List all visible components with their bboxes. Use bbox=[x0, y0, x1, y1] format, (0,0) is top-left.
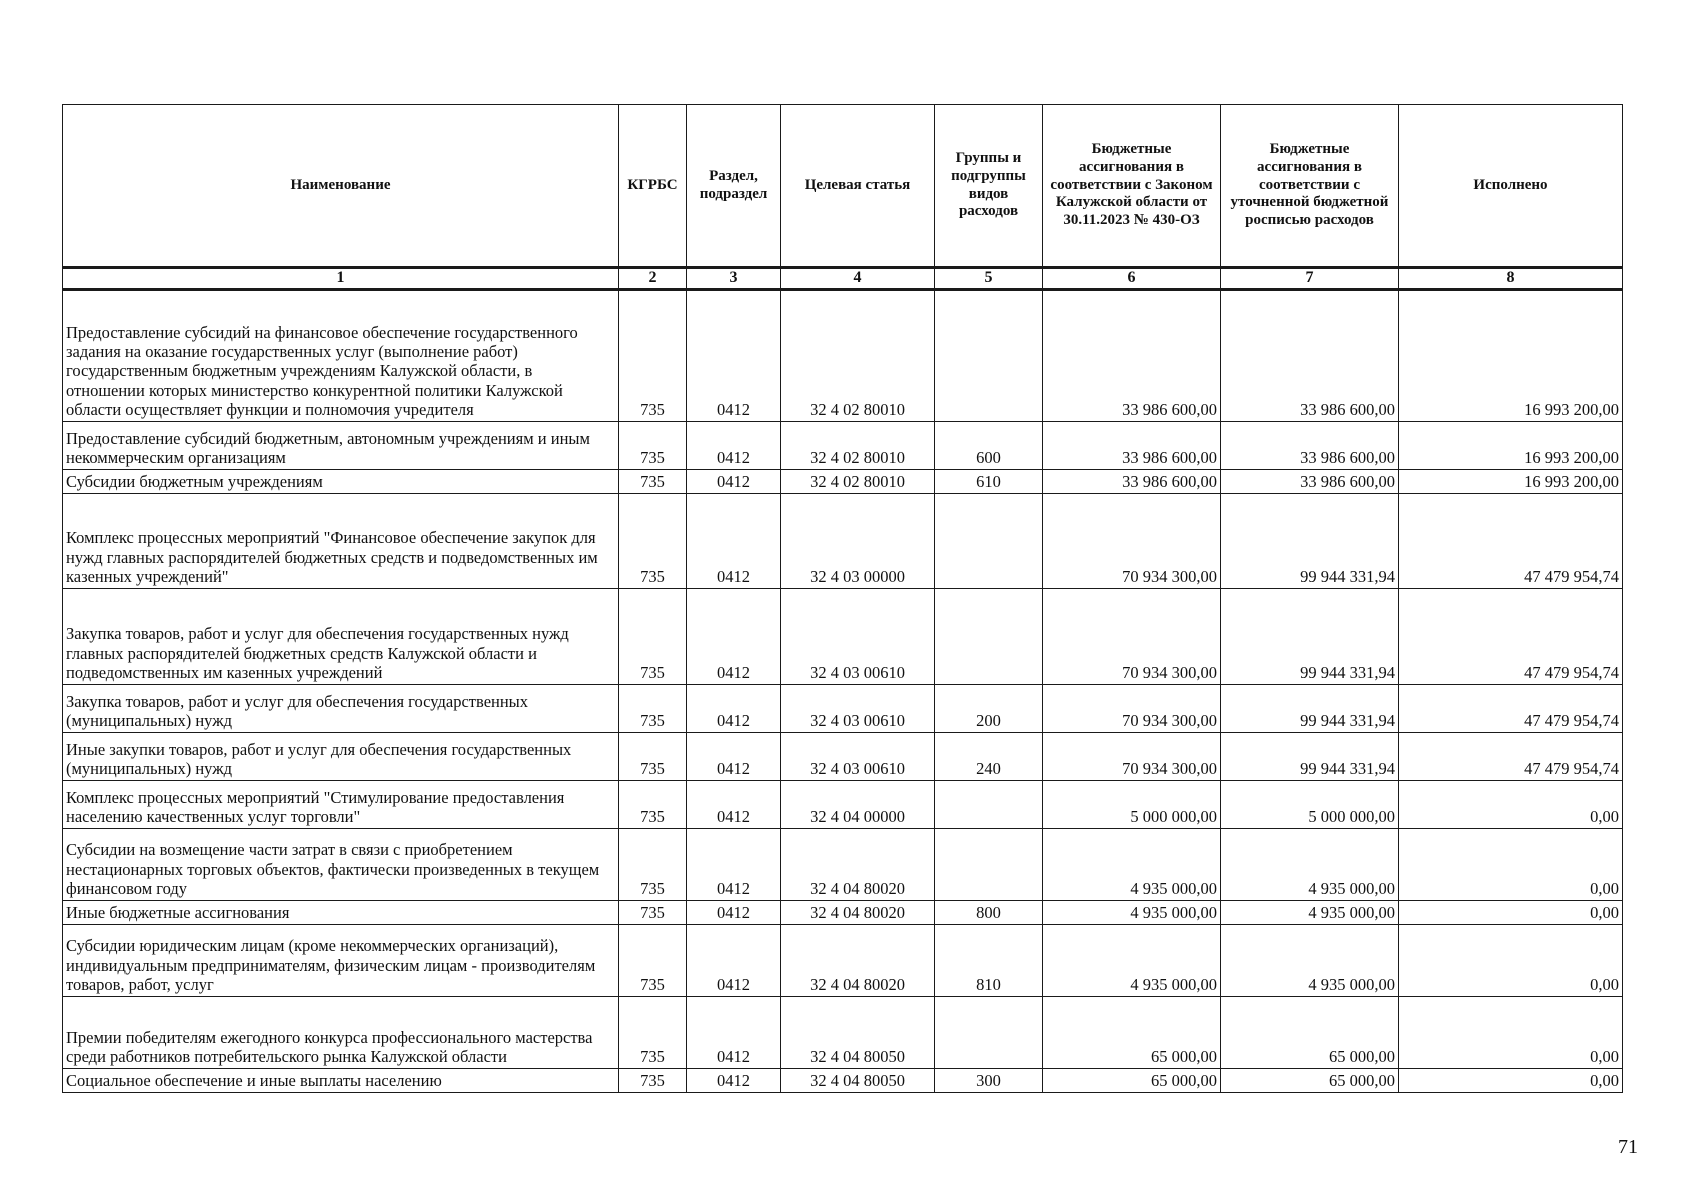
row-group: 610 bbox=[935, 469, 1043, 493]
row-law: 4 935 000,00 bbox=[1043, 900, 1221, 924]
row-executed: 0,00 bbox=[1399, 828, 1623, 900]
row-refined: 99 944 331,94 bbox=[1221, 588, 1399, 684]
row-refined: 33 986 600,00 bbox=[1221, 421, 1399, 469]
row-target: 32 4 02 80010 bbox=[781, 421, 935, 469]
table-row bbox=[63, 469, 1623, 493]
row-executed: 0,00 bbox=[1399, 996, 1623, 1068]
row-law: 4 935 000,00 bbox=[1043, 924, 1221, 996]
row-kgrbs: 735 bbox=[619, 828, 687, 900]
table-row bbox=[63, 780, 1623, 828]
row-refined: 65 000,00 bbox=[1221, 996, 1399, 1068]
table-row bbox=[63, 828, 1623, 900]
row-refined: 4 935 000,00 bbox=[1221, 900, 1399, 924]
row-kgrbs: 735 bbox=[619, 924, 687, 996]
row-executed: 0,00 bbox=[1399, 1068, 1623, 1092]
row-section: 0412 bbox=[687, 732, 781, 780]
column-number: 2 bbox=[619, 268, 687, 290]
row-target: 32 4 04 80050 bbox=[781, 1068, 935, 1092]
row-executed: 47 479 954,74 bbox=[1399, 732, 1623, 780]
table-row bbox=[63, 732, 1623, 780]
row-target: 32 4 02 80010 bbox=[781, 289, 935, 421]
row-refined: 4 935 000,00 bbox=[1221, 828, 1399, 900]
row-section: 0412 bbox=[687, 421, 781, 469]
row-kgrbs: 735 bbox=[619, 1068, 687, 1092]
row-section: 0412 bbox=[687, 996, 781, 1068]
row-executed: 0,00 bbox=[1399, 924, 1623, 996]
table-row bbox=[63, 289, 1623, 421]
row-name: Премии победителям ежегодного конкурса профессионального мастерства среди работников потребительского рынка Калужской области bbox=[63, 996, 619, 1068]
row-executed: 16 993 200,00 bbox=[1399, 289, 1623, 421]
row-kgrbs: 735 bbox=[619, 900, 687, 924]
row-executed: 16 993 200,00 bbox=[1399, 421, 1623, 469]
row-refined: 65 000,00 bbox=[1221, 1068, 1399, 1092]
row-group bbox=[935, 828, 1043, 900]
row-name: Комплекс процессных мероприятий "Стимулирование предоставления населению качественных услуг торговли" bbox=[63, 780, 619, 828]
row-law: 70 934 300,00 bbox=[1043, 732, 1221, 780]
row-section: 0412 bbox=[687, 588, 781, 684]
row-refined: 5 000 000,00 bbox=[1221, 780, 1399, 828]
row-target: 32 4 04 80020 bbox=[781, 900, 935, 924]
row-refined: 33 986 600,00 bbox=[1221, 289, 1399, 421]
row-kgrbs: 735 bbox=[619, 421, 687, 469]
row-kgrbs: 735 bbox=[619, 289, 687, 421]
row-section: 0412 bbox=[687, 469, 781, 493]
row-group bbox=[935, 493, 1043, 588]
row-name: Закупка товаров, работ и услуг для обеспечения государственных (муниципальных) нужд bbox=[63, 684, 619, 732]
row-section: 0412 bbox=[687, 684, 781, 732]
row-refined: 99 944 331,94 bbox=[1221, 493, 1399, 588]
row-law: 33 986 600,00 bbox=[1043, 469, 1221, 493]
row-group: 800 bbox=[935, 900, 1043, 924]
row-refined: 4 935 000,00 bbox=[1221, 924, 1399, 996]
row-group bbox=[935, 289, 1043, 421]
row-refined: 99 944 331,94 bbox=[1221, 684, 1399, 732]
row-kgrbs: 735 bbox=[619, 493, 687, 588]
row-executed: 47 479 954,74 bbox=[1399, 684, 1623, 732]
row-group bbox=[935, 780, 1043, 828]
row-group: 600 bbox=[935, 421, 1043, 469]
row-executed: 16 993 200,00 bbox=[1399, 469, 1623, 493]
row-kgrbs: 735 bbox=[619, 469, 687, 493]
header-row bbox=[63, 105, 1623, 268]
row-section: 0412 bbox=[687, 924, 781, 996]
row-name: Социальное обеспечение и иные выплаты населению bbox=[63, 1068, 619, 1092]
header-kgrbs: КГРБС bbox=[619, 105, 687, 268]
row-group: 200 bbox=[935, 684, 1043, 732]
column-number: 1 bbox=[63, 268, 619, 290]
row-section: 0412 bbox=[687, 1068, 781, 1092]
row-target: 32 4 04 80020 bbox=[781, 828, 935, 900]
row-law: 70 934 300,00 bbox=[1043, 588, 1221, 684]
row-section: 0412 bbox=[687, 493, 781, 588]
row-group: 300 bbox=[935, 1068, 1043, 1092]
row-section: 0412 bbox=[687, 289, 781, 421]
column-number: 6 bbox=[1043, 268, 1221, 290]
column-number: 8 bbox=[1399, 268, 1623, 290]
row-name: Закупка товаров, работ и услуг для обеспечения государственных нужд главных распорядителей бюджетных средств Калужской области и подведомственных им казенных учреждений bbox=[63, 588, 619, 684]
row-target: 32 4 04 80050 bbox=[781, 996, 935, 1068]
header-section: Раздел, подраздел bbox=[687, 105, 781, 268]
row-name: Субсидии юридическим лицам (кроме некоммерческих организаций), индивидуальным предпринимателям, физическим лицам - производителям товаров, работ, услуг bbox=[63, 924, 619, 996]
row-section: 0412 bbox=[687, 900, 781, 924]
row-name: Субсидии бюджетным учреждениям bbox=[63, 469, 619, 493]
row-target: 32 4 02 80010 bbox=[781, 469, 935, 493]
row-kgrbs: 735 bbox=[619, 588, 687, 684]
table-row bbox=[63, 684, 1623, 732]
row-group: 810 bbox=[935, 924, 1043, 996]
row-law: 65 000,00 bbox=[1043, 1068, 1221, 1092]
row-refined: 33 986 600,00 bbox=[1221, 469, 1399, 493]
row-refined: 99 944 331,94 bbox=[1221, 732, 1399, 780]
table-row bbox=[63, 588, 1623, 684]
row-group bbox=[935, 996, 1043, 1068]
row-section: 0412 bbox=[687, 828, 781, 900]
table-row bbox=[63, 493, 1623, 588]
header-executed: Исполнено bbox=[1399, 105, 1623, 268]
column-number: 7 bbox=[1221, 268, 1399, 290]
row-executed: 0,00 bbox=[1399, 900, 1623, 924]
row-name: Комплекс процессных мероприятий "Финансовое обеспечение закупок для нужд главных распорядителей бюджетных средств и подведомственных им казенных учреждений" bbox=[63, 493, 619, 588]
row-executed: 0,00 bbox=[1399, 780, 1623, 828]
header-refined: Бюджетные ассигнования в соответствии с уточненной бюджетной росписью расходов bbox=[1221, 105, 1399, 268]
table-row bbox=[63, 1068, 1623, 1092]
row-law: 33 986 600,00 bbox=[1043, 421, 1221, 469]
row-law: 5 000 000,00 bbox=[1043, 780, 1221, 828]
row-target: 32 4 04 80020 bbox=[781, 924, 935, 996]
header-law: Бюджетные ассигнования в соответствии с Законом Калужской области от 30.11.2023 № 430-ОЗ bbox=[1043, 105, 1221, 268]
table-row bbox=[63, 924, 1623, 996]
header-groups: Группы и подгруппы видов расходов bbox=[935, 105, 1043, 268]
row-kgrbs: 735 bbox=[619, 732, 687, 780]
row-kgrbs: 735 bbox=[619, 996, 687, 1068]
budget-execution-table bbox=[62, 104, 1623, 1093]
row-law: 33 986 600,00 bbox=[1043, 289, 1221, 421]
row-group bbox=[935, 588, 1043, 684]
column-number: 4 bbox=[781, 268, 935, 290]
budget-document-page bbox=[62, 104, 1622, 1093]
column-number: 3 bbox=[687, 268, 781, 290]
row-kgrbs: 735 bbox=[619, 684, 687, 732]
table-row bbox=[63, 421, 1623, 469]
row-name: Иные бюджетные ассигнования bbox=[63, 900, 619, 924]
row-group: 240 bbox=[935, 732, 1043, 780]
table-row bbox=[63, 996, 1623, 1068]
header-target: Целевая статья bbox=[781, 105, 935, 268]
row-law: 4 935 000,00 bbox=[1043, 828, 1221, 900]
row-target: 32 4 03 00000 bbox=[781, 493, 935, 588]
row-kgrbs: 735 bbox=[619, 780, 687, 828]
table-row bbox=[63, 900, 1623, 924]
row-law: 65 000,00 bbox=[1043, 996, 1221, 1068]
row-executed: 47 479 954,74 bbox=[1399, 493, 1623, 588]
header-name: Наименование bbox=[63, 105, 619, 268]
column-number-row bbox=[63, 268, 1623, 290]
row-target: 32 4 04 00000 bbox=[781, 780, 935, 828]
row-executed: 47 479 954,74 bbox=[1399, 588, 1623, 684]
row-target: 32 4 03 00610 bbox=[781, 588, 935, 684]
row-law: 70 934 300,00 bbox=[1043, 684, 1221, 732]
column-number: 5 bbox=[935, 268, 1043, 290]
row-law: 70 934 300,00 bbox=[1043, 493, 1221, 588]
row-name: Предоставление субсидий на финансовое обеспечение государственного задания на оказание государственных услуг (выполнение работ) государственным бюджетным учреждениям Калужской области, в отношении которых министерство конкурентной политики Калужской области осуществляет функции и полномочия учредителя bbox=[63, 289, 619, 421]
row-name: Иные закупки товаров, работ и услуг для обеспечения государственных (муниципальных) нужд bbox=[63, 732, 619, 780]
row-name: Субсидии на возмещение части затрат в связи с приобретением нестационарных торговых объектов, фактически произведенных в текущем финансовом году bbox=[63, 828, 619, 900]
page-number: 71 bbox=[1618, 1136, 1638, 1158]
row-target: 32 4 03 00610 bbox=[781, 684, 935, 732]
row-target: 32 4 03 00610 bbox=[781, 732, 935, 780]
row-name: Предоставление субсидий бюджетным, автономным учреждениям и иным некоммерческим организациям bbox=[63, 421, 619, 469]
row-section: 0412 bbox=[687, 780, 781, 828]
